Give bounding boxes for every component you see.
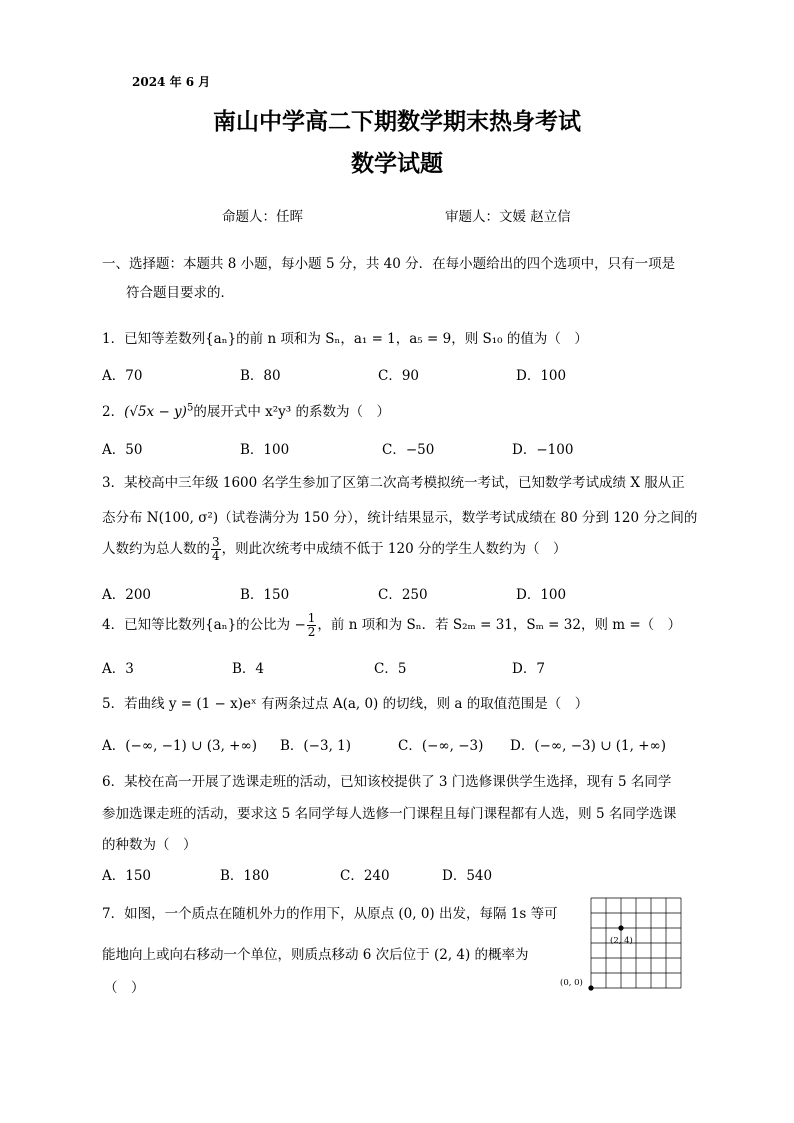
question-4-option-d: D．7 xyxy=(512,661,545,677)
question-4-option-b: B．4 xyxy=(232,661,265,677)
reviewer-line: 审题人：文媛 赵立信 xyxy=(445,209,571,225)
grid-origin-label: (0, 0) xyxy=(560,978,583,988)
question-6-option-c: C．240 xyxy=(340,868,390,884)
question-7-line-3: （ ） xyxy=(104,980,145,996)
question-2-text: 的展开式中 x²y³ 的系数为（ ） xyxy=(193,404,390,420)
question-5-option-c: C．(−∞, −3) xyxy=(398,738,484,754)
question-1-option-a: A．70 xyxy=(102,368,143,384)
question-3-line-3 xyxy=(102,536,567,563)
fraction-numerator: 3 xyxy=(212,535,220,549)
question-5-stem: 5．若曲线 y = (1 − x)eˣ 有两条过点 A(a, 0) 的切线，则 a 的取值范围是（ ） xyxy=(102,696,589,712)
question-1-stem: 1．已知等差数列{aₙ}的前 n 项和为 Sₙ，a₁ = 1，a₅ = 9，则 S₁₀ 的值为（ ） xyxy=(102,331,588,347)
question-1-option-d: D．100 xyxy=(516,368,567,384)
question-1-option-b: B．80 xyxy=(240,368,281,384)
question-3-text-b: ，则此次统考中成绩不低于 120 分的学生人数约为（ ） xyxy=(221,541,567,557)
question-2-exponent: 5 xyxy=(186,402,194,414)
question-6-line-1: 6．某校在高一开展了选课走班的活动，已知该校提供了 3 门选修课供学生选择，现有 5 名同学 xyxy=(102,774,672,790)
author-line: 命题人：任晖 xyxy=(222,209,303,225)
question-7-line-1: 7．如图，一个质点在随机外力的作用下，从原点 (0, 0) 出发，每隔 1s 等可 xyxy=(102,906,558,922)
question-3-option-c: C．250 xyxy=(378,587,428,603)
question-3-option-b: B．150 xyxy=(240,587,290,603)
grid-lines xyxy=(591,898,681,988)
question-6-option-d: D．540 xyxy=(442,868,493,884)
question-4-fraction xyxy=(307,612,317,639)
fraction-denominator: 4 xyxy=(212,549,220,563)
question-2-expression: (√5x − y) xyxy=(124,404,187,420)
question-4-stem xyxy=(102,612,681,639)
question-4-option-c: C．5 xyxy=(374,661,407,677)
grid-point-marker xyxy=(618,925,623,930)
fraction-denominator: 2 xyxy=(307,625,316,639)
question-3-text-a: 人数约为总人数的 xyxy=(102,541,210,557)
question-6-line-2: 参加选课走班的活动，要求这 5 名同学每人选修一门课程且每门课程都有人选，则 5 名同学选课 xyxy=(102,806,677,822)
question-6-option-a: A．150 xyxy=(102,868,152,884)
question-3-line-2: 态分布 N(100, σ²)（试卷满分为 150 分），统计结果显示，数学考试成绩在 80 分到 120 分之间的 xyxy=(102,510,698,526)
section-heading: 一、选择题：本题共 8 小题，每小题 5 分，共 40 分．在每小题给出的四个选项中，只有一项是 xyxy=(102,256,676,272)
question-5-option-a: A．(−∞, −1) ∪ (3, +∞) xyxy=(102,738,257,754)
exam-title: 南山中学高二下期数学期末热身考试 xyxy=(213,108,581,135)
grid-point-label: (2, 4) xyxy=(610,936,633,946)
question-6-line-3: 的种数为（ ） xyxy=(102,837,197,853)
question-5-option-d: D．(−∞, −3) ∪ (1, +∞) xyxy=(510,738,667,754)
grid-origin-marker xyxy=(588,985,593,990)
question-3-fraction xyxy=(211,536,221,563)
question-4-text-a: 4．已知等比数列{aₙ}的公比为 − xyxy=(102,617,306,633)
section-heading-cont: 符合题目要求的． xyxy=(126,285,234,301)
question-7-line-2: 能地向上或向右移动一个单位，则质点移动 6 次后位于 (2, 4) 的概率为 xyxy=(102,947,529,963)
question-2-option-c: C．−50 xyxy=(382,442,435,458)
question-2-number: 2． xyxy=(102,404,125,420)
question-6-option-b: B．180 xyxy=(220,868,270,884)
exam-subtitle: 数学试题 xyxy=(351,150,443,177)
question-2-option-d: D．−100 xyxy=(512,442,574,458)
fraction-numerator: 1 xyxy=(307,611,316,625)
question-2-option-a: A．50 xyxy=(102,442,143,458)
question-5-option-b: B．(−3, 1) xyxy=(280,738,352,754)
question-4-text-b: ，前 n 项和为 Sₙ．若 S₂ₘ = 31，Sₘ = 32，则 m =（ ） xyxy=(317,617,682,633)
question-7-grid-figure xyxy=(558,896,688,996)
question-3-option-d: D．100 xyxy=(516,587,567,603)
question-2-option-b: B．100 xyxy=(240,442,290,458)
question-3-option-a: A．200 xyxy=(102,587,152,603)
question-1-option-c: C．90 xyxy=(378,368,420,384)
question-3-line-1: 3．某校高中三年级 1600 名学生参加了区第二次高考模拟统一考试，已知数学考试成绩 X 服从正 xyxy=(102,475,685,491)
question-4-option-a: A．3 xyxy=(102,661,134,677)
exam-date: 2024 年 6 月 xyxy=(132,75,211,89)
question-2-stem xyxy=(102,400,390,420)
